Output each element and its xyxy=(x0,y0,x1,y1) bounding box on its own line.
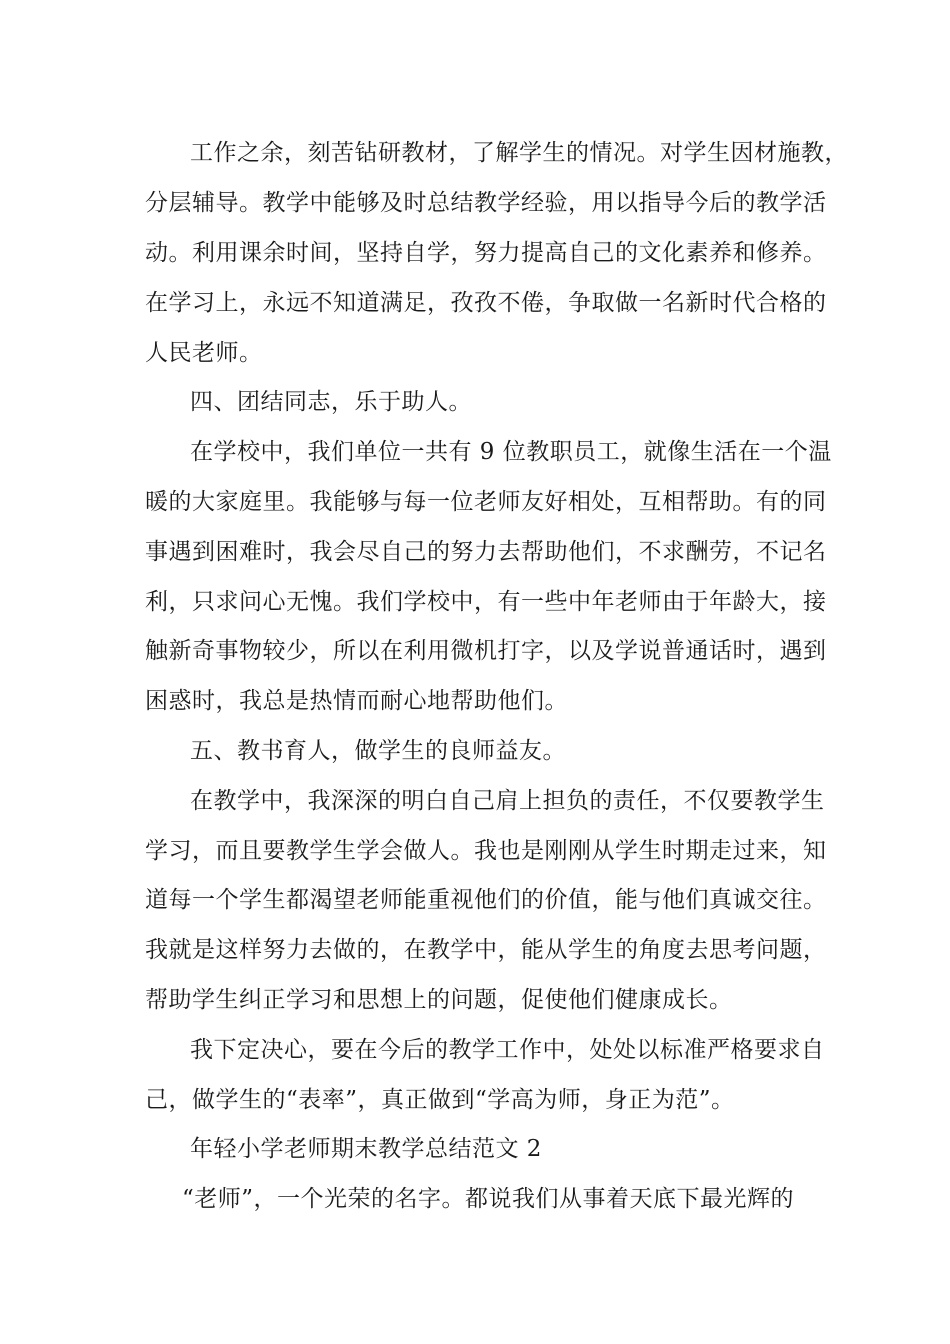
paragraph-line: 帮助学生纠正学习和思想上的问题，促使他们健康成长。 xyxy=(145,987,733,1013)
paragraph-line: 我就是这样努力去做的，在教学中，能从学生的角度去思考问题， xyxy=(145,937,827,963)
paragraph-line: 人民老师。 xyxy=(145,340,263,366)
paragraph-line: 我下定决心，要在今后的教学工作中，处处以标准严格要求自 xyxy=(190,1037,825,1063)
paragraph-line: 动。利用课余时间，坚持自学，努力提高自己的文化素养和修养。 xyxy=(145,240,827,266)
paragraph-line: 己，做学生的“表率”，真正做到“学高为师，身正为范”。 xyxy=(145,1087,735,1113)
paragraph-line: 利，只求问心无愧。我们学校中，有一些中年老师由于年龄大，接 xyxy=(145,589,827,615)
paragraph-line: 在学校中，我们单位一共有 9 位教职员工，就像生活在一个温 xyxy=(190,439,832,465)
section-heading: 五、教书育人，做学生的良师益友。 xyxy=(190,738,566,764)
article-title: 年轻小学老师期末教学总结范文 2 xyxy=(190,1136,542,1162)
section-heading: 四、团结同志，乐于助人。 xyxy=(190,389,472,415)
paragraph-line: 工作之余，刻苦钻研教材，了解学生的情况。对学生因材施教， xyxy=(190,140,848,166)
paragraph-line: 暖的大家庭里。我能够与每一位老师友好相处，互相帮助。有的同 xyxy=(145,489,827,515)
paragraph-line: 事遇到困难时，我会尽自己的努力去帮助他们，不求酬劳，不记名 xyxy=(145,539,827,565)
paragraph-line: “老师”，一个光荣的名字。都说我们从事着天底下最光辉的 xyxy=(182,1186,795,1212)
paragraph-line: 困惑时，我总是热情而耐心地帮助他们。 xyxy=(145,688,568,714)
paragraph-line: 分层辅导。教学中能够及时总结教学经验，用以指导今后的教学活 xyxy=(145,190,827,216)
paragraph-line: 在教学中，我深深的明白自己肩上担负的责任，不仅要教学生 xyxy=(190,788,825,814)
paragraph-line: 道每一个学生都渴望老师能重视他们的价值，能与他们真诚交往。 xyxy=(145,887,827,913)
paragraph-line: 学习，而且要教学生学会做人。我也是刚刚从学生时期走过来，知 xyxy=(145,838,827,864)
paragraph-line: 触新奇事物较少，所以在利用微机打字，以及学说普通话时，遇到 xyxy=(145,638,827,664)
paragraph-line: 在学习上，永远不知道满足，孜孜不倦，争取做一名新时代合格的 xyxy=(145,290,827,316)
